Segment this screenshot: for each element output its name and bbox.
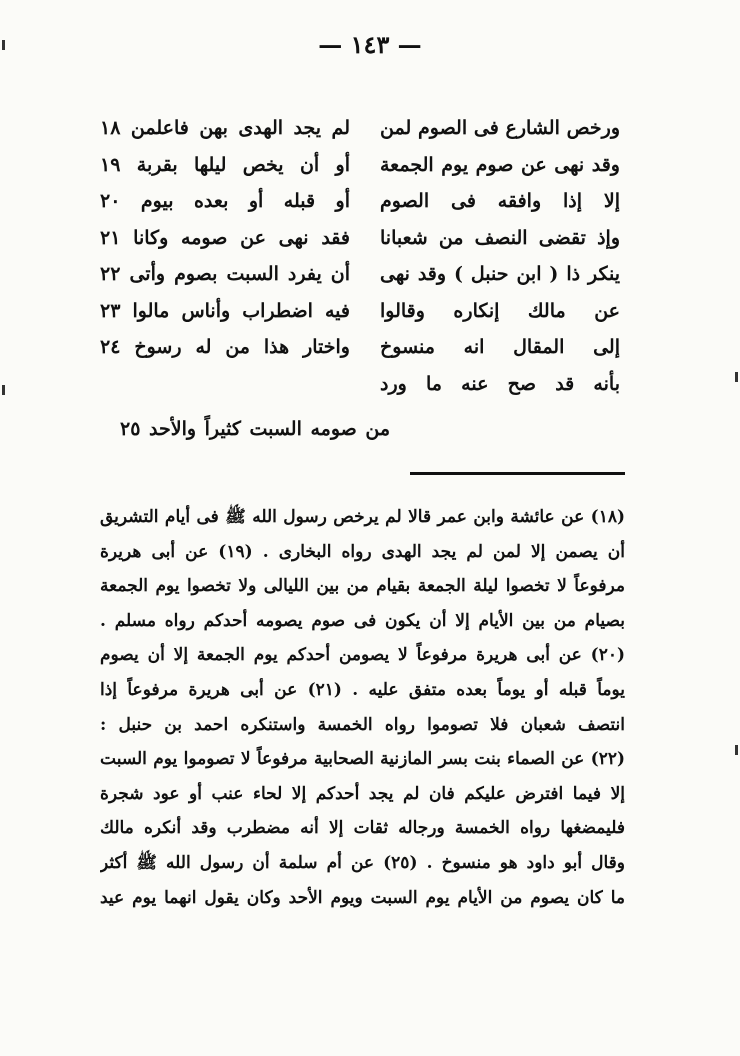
verse-second-hemistich: أو أن يخص ليلها بقربة ١٩ — [100, 153, 350, 176]
verse-second-hemistich: واختار هذا من له رسوخ ٢٤ — [100, 336, 350, 359]
footnote-line: بصيام من بين الأيام إلا أن يكون فى صوم يصومه أحدكم رواه مسلم . — [100, 610, 625, 631]
margin-mark — [2, 40, 5, 50]
footnote-line: (٢٢) عن الصماء بنت بسر المازنية الصحابية مرفوعاً لا تصوموا يوم السبت — [100, 749, 625, 770]
footnote-line: انتصف شعبان فلا تصوموا رواه الخمسة واستنكره احمد بن حنبل : — [100, 714, 625, 735]
verse-block — [100, 110, 620, 402]
footnote-line: وقال أبو داود هو منسوخ . (٢٥) عن أم سلمة أن رسول الله ﷺ أكثر — [100, 852, 625, 873]
verse-second-hemistich: أن يفرد السبت بصوم وأتى ٢٢ — [100, 263, 350, 286]
verse-first-hemistich: بأنه قد صح عنه ما ورد — [380, 372, 620, 395]
verse-second-hemistich: فيه اضطراب وأناس مالوا ٢٣ — [100, 299, 350, 322]
page-number: — ١٤٣ — — [318, 30, 422, 59]
verse-first-hemistich: إلى المقال انه منسوخ — [380, 336, 620, 359]
margin-mark — [2, 385, 5, 395]
verse-first-hemistich: إلا إذا وافقه فى الصوم — [380, 190, 620, 213]
verse-first-hemistich: وقد نهى عن صوم يوم الجمعة — [380, 153, 620, 176]
footnote-line: (٢٠) عن أبى هريرة مرفوعاً لا يصومن أحدكم يوم الجمعة إلا أن يصوم — [100, 645, 625, 666]
footnote-line: أن يصمن إلا لمن لم يجد الهدى رواه البخارى . (١٩) عن أبى هريرة — [100, 541, 625, 562]
footnote-line: فليمضغها رواه الخمسة ورجاله ثقات إلا أنه مضطرب وقد أنكره مالك — [100, 818, 625, 839]
verse-second-hemistich: لم يجد الهدى بهن فاعلمن ١٨ — [100, 117, 350, 140]
verse-first-hemistich: ينكر ذا ( ابن حنبل ) وقد نهى — [380, 263, 620, 286]
verse-row — [100, 293, 620, 330]
footnote-line: يوماً قبله أو يوماً بعده متفق عليه . (٢١) عن أبى هريرة مرفوعاً إذا — [100, 679, 625, 700]
verse-first-hemistich: ورخص الشارع فى الصوم لمن — [380, 117, 620, 140]
margin-mark — [735, 745, 738, 755]
verse-row — [100, 329, 620, 366]
footnotes — [100, 500, 625, 915]
footnote-line: إلا فيما افترض عليكم فان لم يجد أحدكم إلا لحاء عنب أو عود شجرة — [100, 783, 625, 804]
verse-first-hemistich: وإذ تقضى النصف من شعبانا — [380, 226, 620, 249]
verse-final-hemistich: من صومه السبت كثيراً والأحد ٢٥ — [120, 418, 390, 440]
verse-row — [100, 147, 620, 184]
verse-first-hemistich: عن مالك إنكاره وقالوا — [380, 299, 620, 322]
footnote-line: مرفوعاً لا تخصوا ليلة الجمعة بقيام من بين الليالى ولا تخصوا يوم الجمعة — [100, 576, 625, 597]
verse-row — [100, 256, 620, 293]
footnote-divider — [410, 472, 625, 475]
verse-row — [100, 366, 620, 403]
margin-mark — [735, 372, 738, 382]
verse-row — [100, 110, 620, 147]
verse-row — [100, 220, 620, 257]
verse-second-hemistich: أو قبله أو بعده بيوم ٢٠ — [100, 190, 350, 213]
footnote-line: (١٨) عن عائشة وابن عمر قالا لم يرخص رسول الله ﷺ فى أيام التشريق — [100, 507, 625, 527]
footnote-line: ما كان يصوم من الأيام يوم السبت ويوم الأحد وكان يقول انهما يوم عيد — [100, 887, 625, 908]
verse-row — [100, 183, 620, 220]
verse-second-hemistich: فقد نهى عن صومه وكانا ٢١ — [100, 226, 350, 249]
